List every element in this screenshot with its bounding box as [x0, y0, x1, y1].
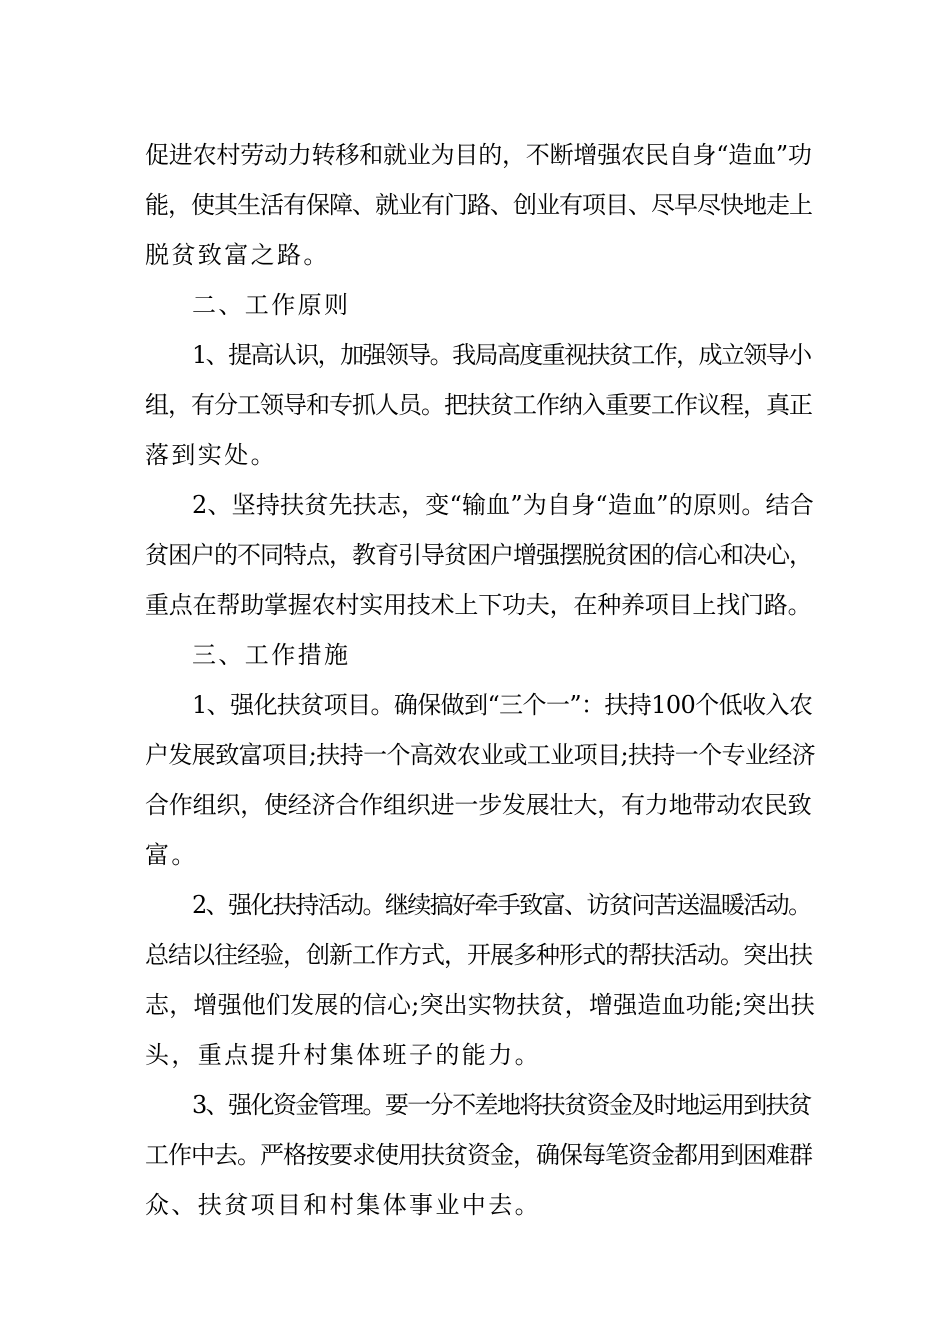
body-line: 促进农村劳动力转移和就业为目的，不断增强农民自身“造血”功	[145, 141, 812, 169]
body-line: 1、提高认识，加强领导。我局高度重视扶贫工作，成立领导小	[192, 341, 811, 369]
body-line: 贫困户的不同特点，教育引导贫困户增强摆脱贫困的信心和决心，	[145, 541, 812, 569]
body-line: 户发展致富项目;扶持一个高效农业或工业项目;扶持一个专业经济	[145, 741, 816, 769]
body-line: 富。	[145, 841, 198, 869]
body-line: 2、坚持扶贫先扶志，变“输血”为自身“造血”的原则。结合	[192, 491, 814, 519]
section-heading: 三、工作措施	[192, 641, 351, 669]
body-line: 重点在帮助掌握农村实用技术上下功夫，在种养项目上找门路。	[145, 591, 812, 619]
body-line: 志，增强他们发展的信心;突出实物扶贫，增强造血功能;突出扶	[145, 991, 815, 1019]
body-line: 落到实处。	[145, 441, 277, 469]
body-line: 组，有分工领导和专抓人员。把扶贫工作纳入重要工作议程，真正	[145, 391, 812, 419]
body-line: 合作组织，使经济合作组织进一步发展壮大，有力地带动农民致	[145, 791, 812, 819]
body-line: 总结以往经验，创新工作方式，开展多种形式的帮扶活动。突出扶	[145, 941, 812, 969]
body-line: 脱贫致富之路。	[145, 241, 330, 269]
body-line: 3、强化资金管理。要一分不差地将扶贫资金及时地运用到扶贫	[192, 1091, 811, 1119]
body-line: 工作中去。严格按要求使用扶贫资金，确保每笔资金都用到困难群	[145, 1141, 812, 1169]
body-line: 头，重点提升村集体班子的能力。	[145, 1041, 541, 1069]
body-line: 1、强化扶贫项目。确保做到“三个一”：扶持100个低收入农	[192, 691, 813, 719]
section-heading: 二、工作原则	[192, 291, 351, 319]
body-line: 2、强化扶持活动。继续搞好牵手致富、访贫问苦送温暖活动。	[192, 891, 811, 919]
body-line: 能，使其生活有保障、就业有门路、创业有项目、尽早尽快地走上	[145, 191, 812, 219]
body-line: 众、扶贫项目和村集体事业中去。	[145, 1191, 541, 1219]
